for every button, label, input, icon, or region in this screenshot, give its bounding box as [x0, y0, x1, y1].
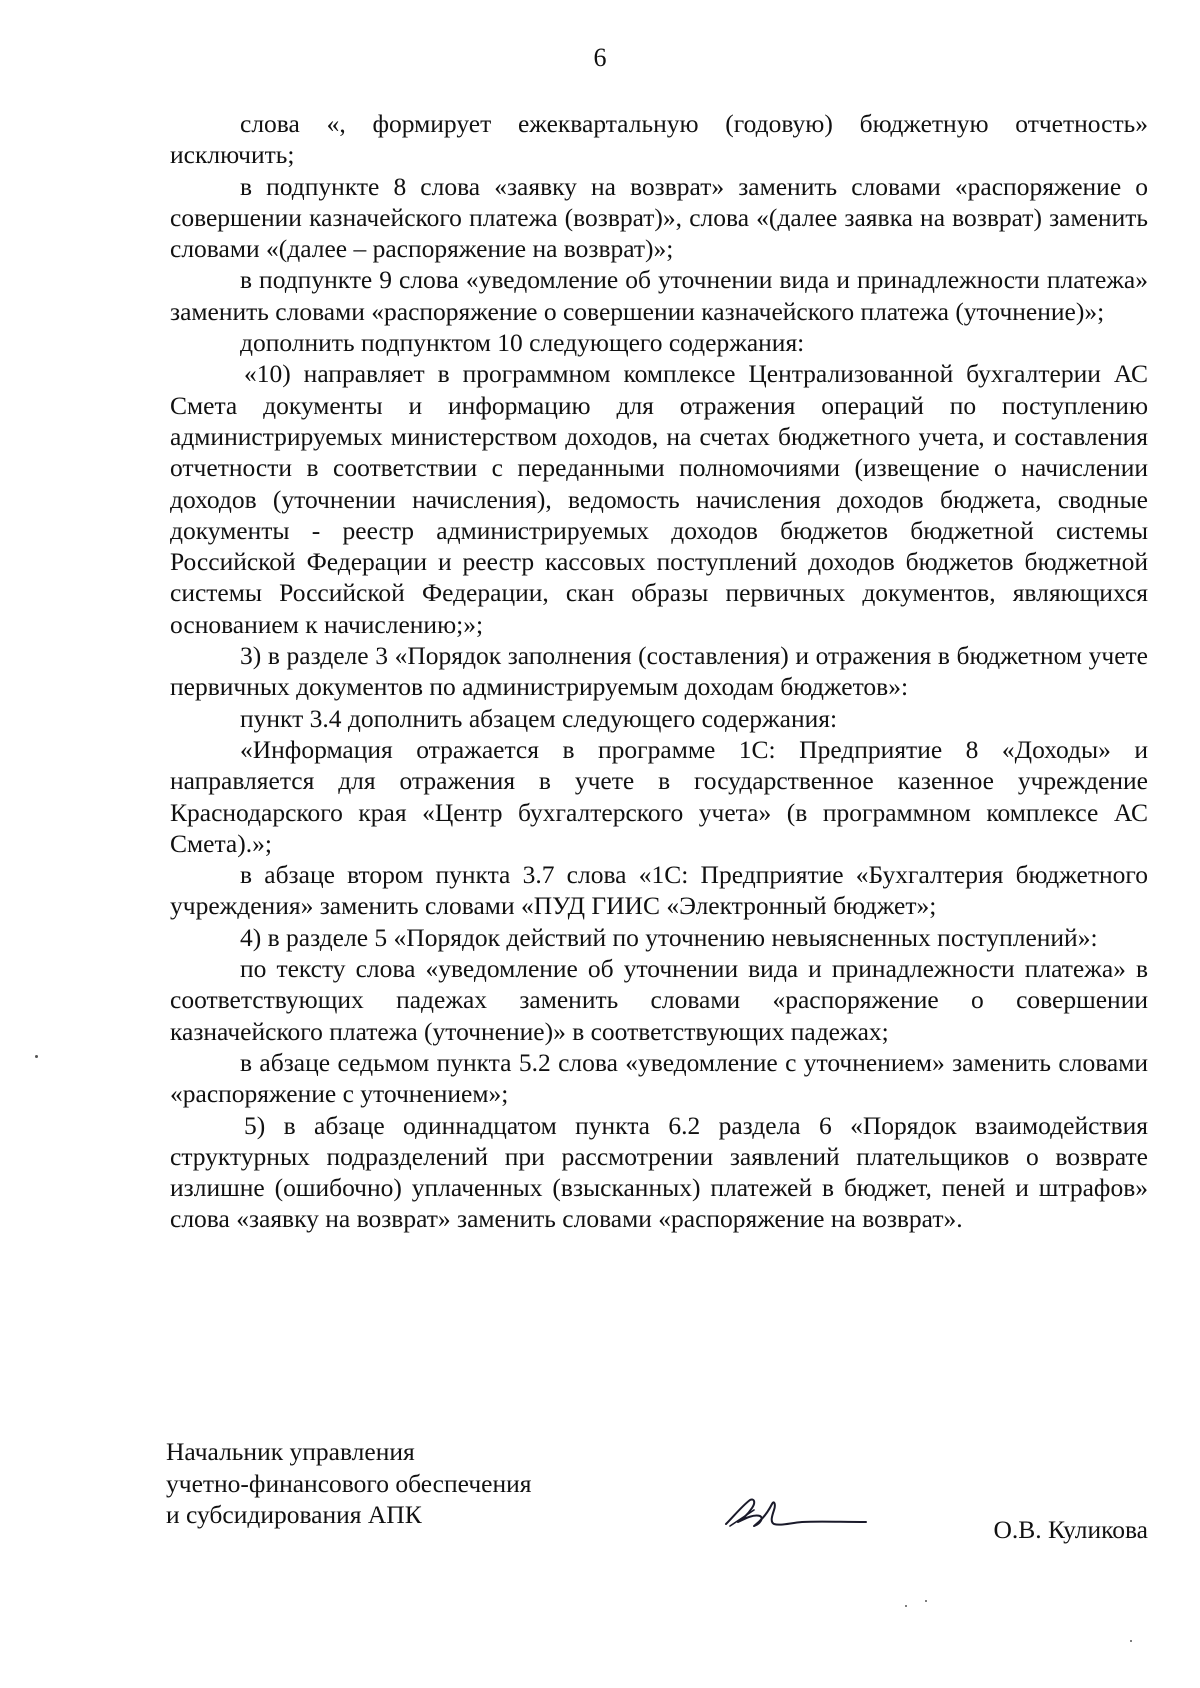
paragraph: в подпункте 9 слова «уведомление об уточнении вида и принадлежности платежа» заменить словами «распоряжение о совершении казначейского платежа (уточнение)»; [170, 265, 1148, 326]
signatory-position [166, 1436, 686, 1531]
scan-speck [925, 1600, 927, 1602]
paragraph: «10) направляет в программном комплексе Централизованной бухгалтерии АС Смета документы и информацию для отражения операций по поступлению администрируемых министерством доходов, на счетах бюджетного учета, и составления отчетности в соответствии с переданными полномочиями (извещение о начислении доходов (уточнении начисления), ведомость начисления доходов бюджета, сводные документы - реестр администрируемых доходов бюджетов бюджетной системы Российской Федерации и реестр кассовых поступлений доходов бюджетов бюджетной системы Российской Федерации, скан образы первичных документов, являющихся основанием к начислению;»; [170, 359, 1148, 639]
position-line: и субсидирования АПК [166, 1500, 422, 1529]
paragraph: в абзаце втором пункта 3.7 слова «1С: Предприятие «Бухгалтерия бюджетного учреждения» заменить словами «ПУД ГИИС «Электронный бюджет»; [170, 860, 1148, 921]
position-line: учетно-финансового обеспечения [166, 1468, 532, 1498]
paragraph: «Информация отражается в программе 1С: Предприятие 8 «Доходы» и направляется для отражения в учете в государственное казенное учреждение Краснодарского края «Центр бухгалтерского учета» (в программном комплексе АС Смета).»; [170, 734, 1148, 858]
paragraph: 5) в абзаце одиннадцатом пункта 6.2 раздела 6 «Порядок взаимодействия структурных подразделений при рассмотрении заявлений плательщиков о возврате излишне (ошибочно) уплаченных (взысканных) платежей в бюджет, пеней и штрафов» слова «заявку на возврат» заменить словами «распоряжение на возврат». [170, 1110, 1148, 1234]
scan-speck [1130, 1640, 1132, 1642]
paragraph: в абзаце седьмом пункта 5.2 слова «уведомление с уточнением» заменить словами «распоряжение с уточнением»; [170, 1047, 1148, 1109]
scan-speck [905, 1605, 907, 1607]
document-body [170, 108, 1148, 1235]
handwritten-signature [720, 1490, 870, 1536]
page-number: 6 [593, 43, 607, 72]
paragraph: слова «, формирует ежеквартальную (годовую) бюджетную отчетность» исключить; [170, 109, 1148, 170]
position-line: Начальник управления [166, 1437, 415, 1466]
signer-name: О.В. Куликова [993, 1515, 1148, 1544]
paragraph: пункт 3.4 дополнить абзацем следующего содержания: [240, 703, 838, 733]
paragraph: в подпункте 8 слова «заявку на возврат» заменить словами «распоряжение о совершении казначейского платежа (возврат)», слова «(далее заявка на возврат) заменить словами «(далее – распоряжение на возврат)»; [170, 171, 1148, 264]
scan-speck [35, 1055, 38, 1058]
paragraph: 3) в разделе 3 «Порядок заполнения (составления) и отражения в бюджетном учете первичных документов по администрируемым доходам бюджетов»: [170, 641, 1148, 702]
paragraph: 4) в разделе 5 «Порядок действий по уточнению невыясненных поступлений»: [240, 922, 1098, 952]
paragraph: по тексту слова «уведомление об уточнении вида и принадлежности платежа» в соответствующих падежах заменить словами «распоряжение о совершении казначейского платежа (уточнение)» в соответствующих падежах; [170, 954, 1148, 1046]
paragraph: дополнить подпунктом 10 следующего содержания: [240, 328, 805, 358]
